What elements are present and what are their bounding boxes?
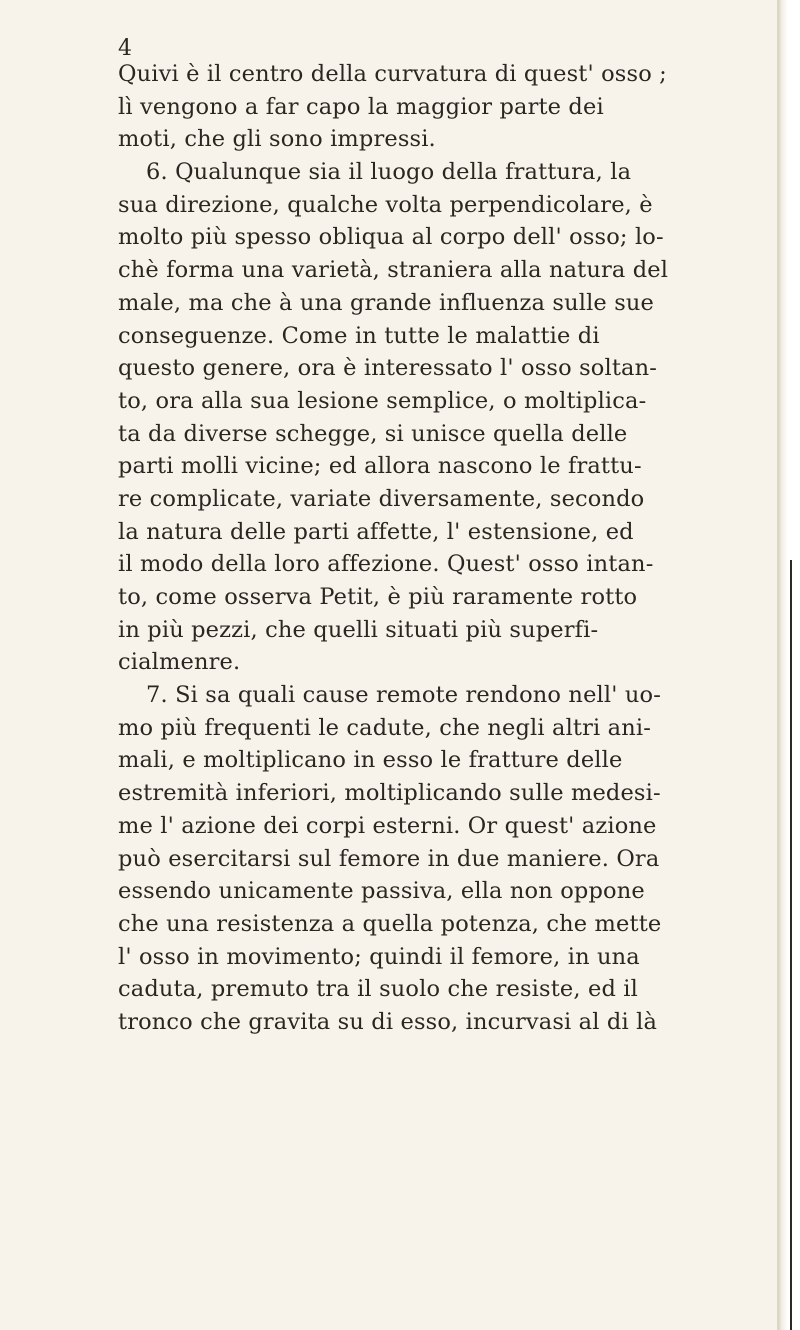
text-line: in più pezzi, che quelli situati più superfi- [118,616,599,643]
text-line: sua direzione, qualche volta perpendicolare, è [118,191,653,218]
text-line: caduta, premuto tra il suolo che resiste, ed il [118,976,638,1003]
text-line: può esercitarsi sul femore in due maniere. Ora [118,845,660,872]
adjacent-page-edge [790,560,792,1330]
text-line: to, come osserva Petit, è più raramente rotto [118,584,638,610]
text-line: 7. Si sa quali cause remote rendono nell' uo- [146,682,661,709]
text-line: che una resistenza a quella potenza, che mette [118,910,662,937]
text-line: chè forma una varietà, straniera alla natura del [118,257,669,284]
text-line: Quivi è il centro della curvatura di quest' osso ; [118,61,667,87]
text-line: moti, che gli sono impressi. [118,126,436,153]
page-gutter [778,0,800,1330]
text-line: estremità inferiori, moltiplicando sulle medesi- [118,780,661,807]
text-line: questo genere, ora è interessato l' osso soltan- [118,355,658,382]
text-line: conseguenze. Come in tutte le malattie di [118,322,600,349]
text-line: male, ma che à una grande influenza sulle sue [118,289,655,316]
text-line: cialmenre. [118,649,241,676]
text-line: il modo della loro affezione. Quest' osso intan- [118,551,654,578]
text-line: tronco che gravita su di esso, incurvasi al di là [118,1008,658,1035]
text-line: lì vengono a far capo la maggior parte dei [118,93,604,120]
text-line: re complicate, variate diversamente, secondo [118,485,645,512]
text-line: parti molli vicine; ed allora nascono le frattu- [118,453,642,480]
text-line: essendo unicamente passiva, ella non oppone [118,878,645,905]
text-line: to, ora alla sua lesione semplice, o moltiplica- [118,387,647,414]
text-line: 6. Qualunque sia il luogo della frattura, la [146,159,632,186]
text-line: la natura delle parti affette, l' estensione, ed [118,518,634,545]
text-line: l' osso in movimento; quindi il femore, in una [118,943,640,970]
page-number: 4 [118,36,132,61]
text-line: mali, e moltiplicano in esso le fratture delle [118,747,623,774]
text-line: ta da diverse schegge, si unisce quella delle [118,420,628,447]
text-line: molto più spesso obliqua al corpo dell' osso; lo- [118,224,664,251]
body-text [118,58,678,1039]
text-line: me l' azione dei corpi esterni. Or quest' azione [118,812,657,839]
text-line: mo più frequenti le cadute, che negli altri ani- [118,714,651,741]
